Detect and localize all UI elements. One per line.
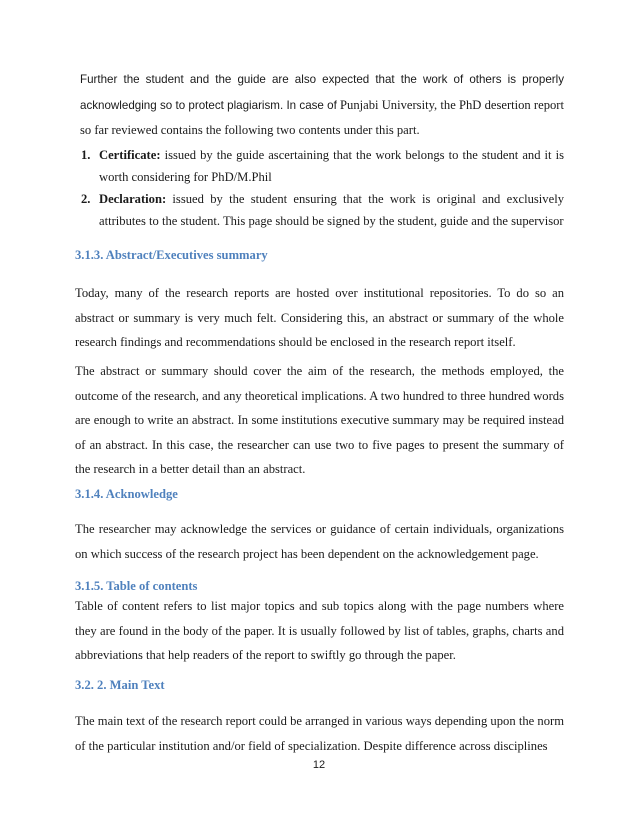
abstract-paragraph-1: Today, many of the research reports are hosted over institutional repositories. To do so an abstract or summary is very much felt. Considering this, an abstract or summary of the whole research findings and recommendations should be enclosed in the research report itself. [75,286,564,349]
toc-paragraph: Table of content refers to list major topics and sub topics along with the page numbers where they are found in the body of the paper. It is usually followed by list of tables, graphs, charts and abbreviations that help readers of the report to swiftly go through the paper. [75,599,564,662]
main-text-paragraph: The main text of the research report could be arranged in various ways depending upon the norm of the particular institution and/or field of specialization. Despite difference across disciplines [75,714,564,753]
abstract-paragraph-2: The abstract or summary should cover the aim of the research, the methods employed, the outcome of the research, and any theoretical implications. A two hundred to three hundred words are enough to write an abstract. In some institutions executive summary may be required instead of an abstract. In this case, the researcher can use two to five pages to present the summary of the research in a better detail than an abstract. [75,364,564,476]
intro-serif-text: Punjabi University, the PhD desertion report so far reviewed contains the following two contents under this part. [80,97,564,137]
section-heading-table-of-contents: 3.1.5. Table of contents [75,579,198,593]
list-item [75,189,564,232]
intro-paragraph [80,68,564,144]
page-number: 12 [312,759,326,771]
list-item-text: issued by the student ensuring that the work is original and exclusively attributes to the student. This page should be signed by the student, guide and the supervisor [99,192,564,228]
section-heading-abstract: 3.1.3. Abstract/Executives summary [75,248,268,262]
section-heading-acknowledge: 3.1.4. Acknowledge [75,487,178,501]
list-item-term: Declaration: [99,192,167,206]
list-item-text: issued by the guide ascertaining that the work belongs to the student and it is worth considering for PhD/M.Phil [99,148,564,184]
acknowledge-paragraph: The researcher may acknowledge the services or guidance of certain individuals, organizations on which success of the research project has been dependent on the acknowledgement page. [75,522,564,561]
list-item [75,145,564,188]
list-item-number: 2. [81,192,91,206]
list-item-number: 1. [81,148,91,162]
intro-sans-text: Further the student and the guide are also expected that the work of others is properly acknowledging so to protect plagiarism. In case of [80,73,564,112]
contents-list [75,145,564,233]
section-heading-main-text: 3.2. 2. Main Text [75,678,165,692]
list-item-term: Certificate: [99,148,161,162]
